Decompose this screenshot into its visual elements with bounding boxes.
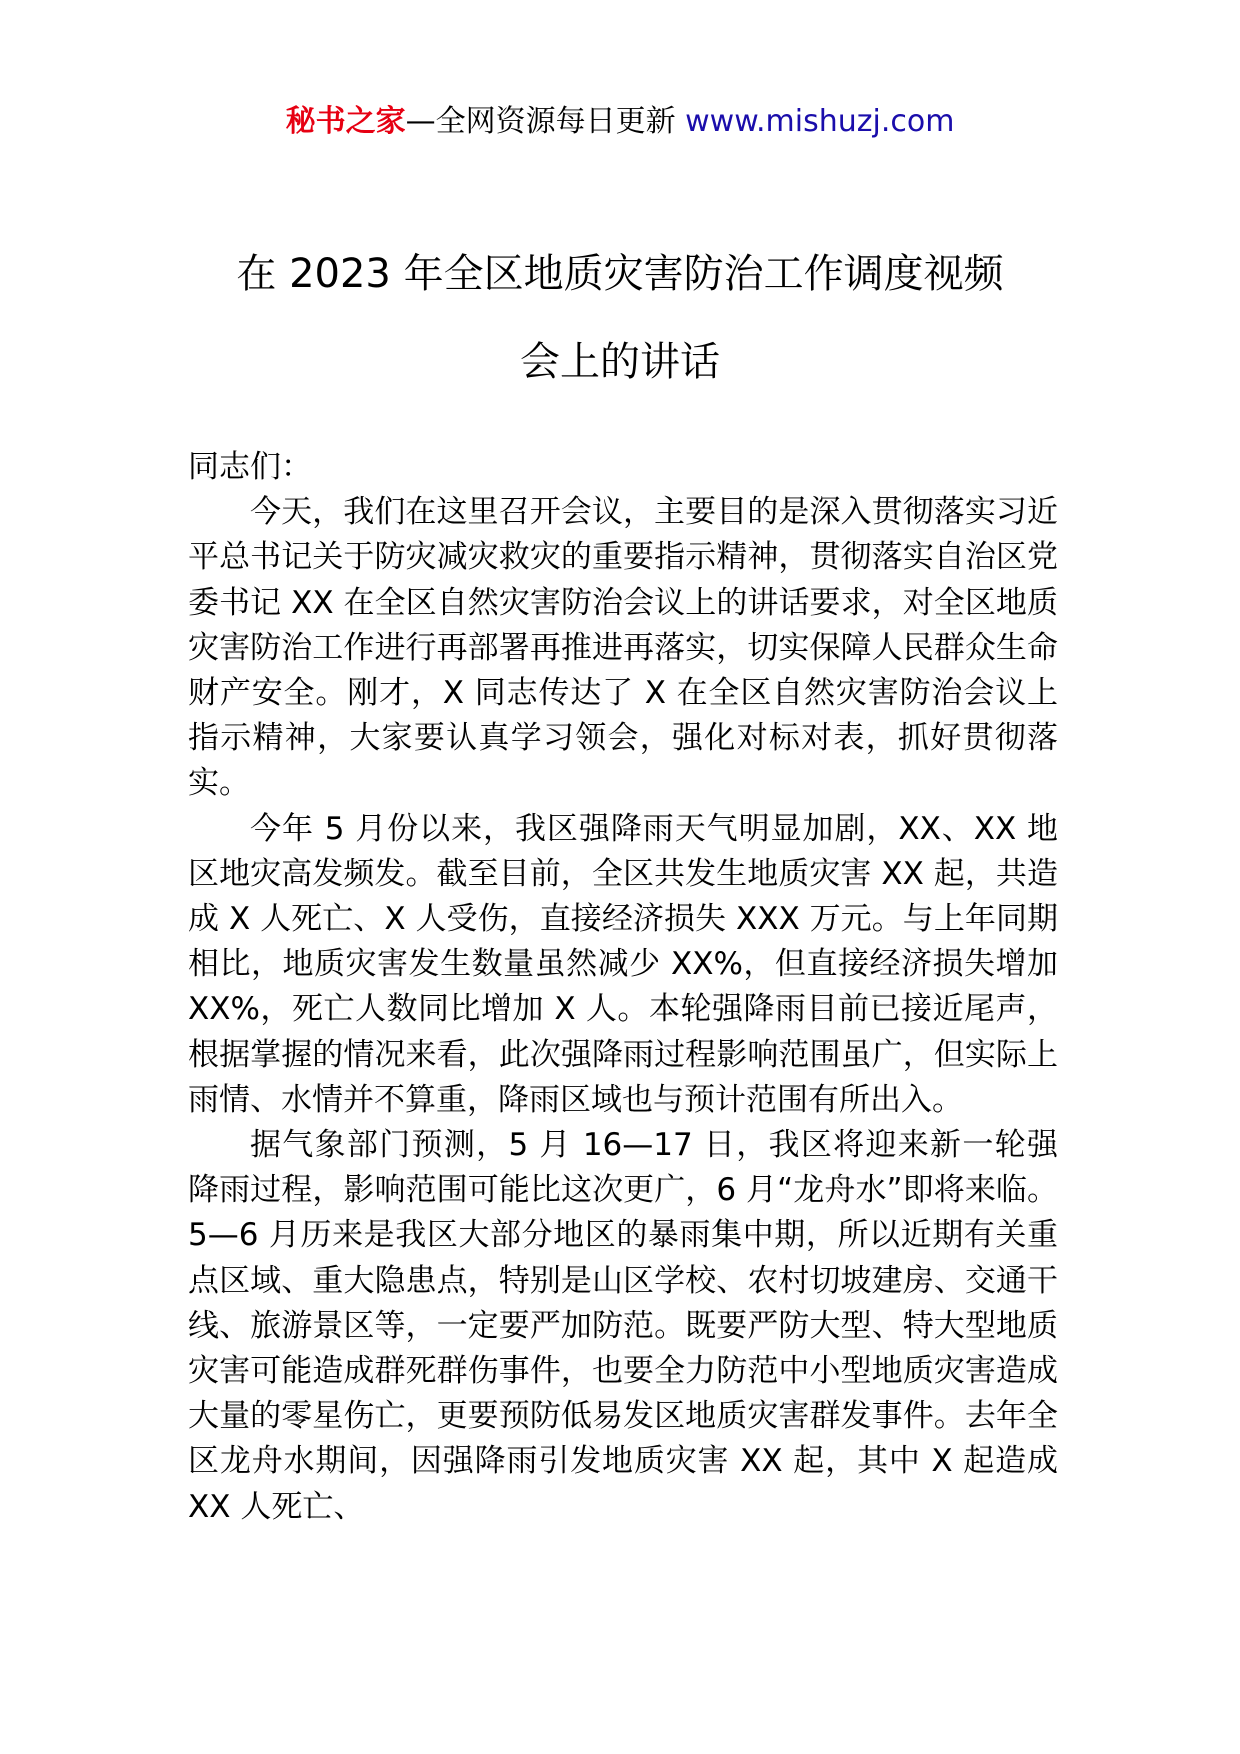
paragraph-3: 据气象部门预测，5 月 16—17 日，我区将迎来新一轮强降雨过程，影响范围可能比这次更广，6 月“龙舟水”即将来临。5—6 月历来是我区大部分地区的暴雨集中期，所以近期有关重点区域、重大隐患点，特别是山区学校、农村切坡建房、交通干线、旅游景区等，一定要严加防范。既要严防大型、特大型地质灾害可能造成群死群伤事件，也要全力防范中小型地质灾害造成大量的零星伤亡，更要预防低易发区地质灾害群发事件。去年全区龙舟水期间，因强降雨引发地质灾害 XX 起，其中 X 起造成 XX 人死亡、 [188,1127,1058,1525]
banner-slogan: —全网资源每日更新 [405,104,676,139]
document-body [188,445,1058,1530]
title-line-2: 会上的讲话 [520,339,720,385]
document-title [160,230,1080,406]
paragraph-2: 今年 5 月份以来，我区强降雨天气明显加剧，XX、XX 地区地灾高发频发。截至目前，全区共发生地质灾害 XX 起，共造成 X 人死亡、X 人受伤，直接经济损失 XXX 万元。与上年同期相比，地质灾害发生数量虽然减少 XX%，但直接经济损失增加 XX%，死亡人数同比增加 X 人。本轮强降雨目前已接近尾声，根据掌握的情况来看，此次强降雨过程影响范围虽广，但实际上雨情、水情并不算重，降雨区域也与预计范围有所出入。 [188,810,1058,1118]
brand-name: 秘书之家 [285,104,406,139]
header-banner [0,102,1240,142]
salutation: 同志们： [188,449,312,485]
title-line-1: 在 2023 年全区地质灾害防治工作调度视频 [236,251,1004,297]
website-link[interactable]: www.mishuzj.com [685,104,955,139]
paragraph-1: 今天，我们在这里召开会议，主要目的是深入贯彻落实习近平总书记关于防灾减灾救灾的重要指示精神，贯彻落实自治区党委书记 XX 在全区自然灾害防治会议上的讲话要求，对全区地质灾害防治工作进行再部署再推进再落实，切实保障人民群众生命财产安全。刚才，X 同志传达了 X 在全区自然灾害防治会议上指示精神，大家要认真学习领会，强化对标对表，抓好贯彻落实。 [188,494,1058,802]
